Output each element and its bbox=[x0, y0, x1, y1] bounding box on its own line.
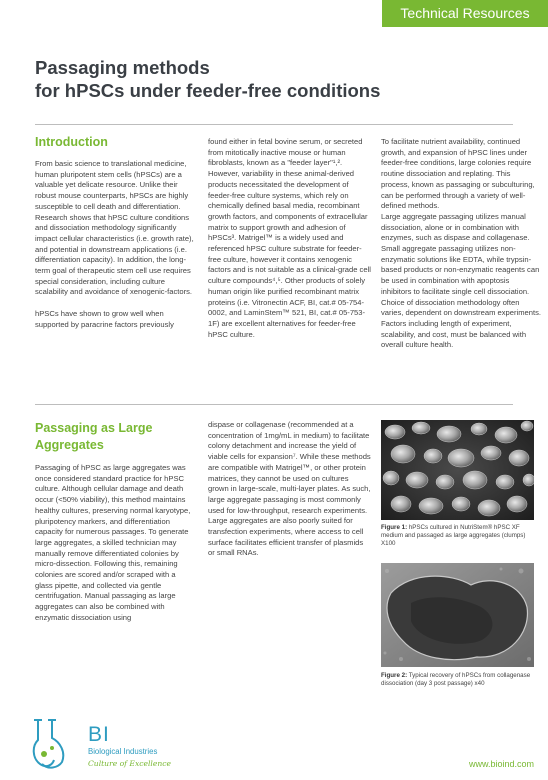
figure-1-image bbox=[381, 420, 534, 520]
page-title bbox=[35, 56, 380, 102]
figure-2-image bbox=[381, 563, 534, 667]
intro-heading: Introduction bbox=[35, 135, 108, 149]
large-aggregates-heading-line-2: Aggregates bbox=[35, 438, 104, 452]
figure-1-label: Figure 1: bbox=[381, 524, 408, 531]
intro-column-3 bbox=[381, 137, 541, 351]
large-aggregates-heading-line-1: Passaging as Large bbox=[35, 421, 153, 435]
intro-paragraph: hPSCs have shown to grow well when supported by paracrine factors previously bbox=[35, 308, 174, 329]
logo-company-name: Biological Industries bbox=[88, 747, 158, 756]
section-tag: Technical Resources bbox=[382, 0, 548, 27]
intro-paragraph: Large aggregate passaging utilizes manual dissociation, alone or in combination with enzymes, such as dispase and collagenase. Small aggregate passaging utilizes non-enzymatic solutions like EDTA, while trypsin-based products or non-enzymatic reagents can be used in combination with apoptosis inhibitors to facilitate single cell dissociation. Choice of dissociation methodology often varies, dependent on downstream experiments. Factors including length of experiment, scalability, and cost, must be balanced with overall culture health. bbox=[381, 211, 541, 350]
intro-column-2 bbox=[208, 137, 371, 340]
large-aggregates-heading bbox=[35, 420, 195, 454]
large-aggregates-paragraph: Passaging of hPSC as large aggregates was once considered standard practice for hPSC culture. Although cellular damage and death occur (<50% viability), this method maintains healthy cultures, preserving normal karyotype, pluripotency markers, and differentiation capacity for numerous passages. To generate large aggregates, a skilled technician may manually remove differentiated colonies by micro-dissection. Following this, remaining colonies are scored and/or scraped with a glass pipette, and collected via gentle centrifugation. Manual passaging as large aggregates can also be combined with enzymatic dissociation using bbox=[35, 463, 191, 622]
website-link[interactable]: www.bioind.com bbox=[468, 759, 534, 769]
figure-1-caption bbox=[381, 524, 536, 549]
intro-column-1 bbox=[35, 159, 195, 330]
large-aggregates-column-2 bbox=[208, 420, 371, 559]
large-aggregates-column-1 bbox=[35, 463, 195, 624]
figure-1-caption-text: hPSCs cultured in NutriStem® hPSC XF medium and passaged as large aggregates (clumps) X100 bbox=[381, 524, 526, 548]
figure-2-label: Figure 2: bbox=[381, 672, 408, 679]
intro-paragraph: found either in fetal bovine serum, or secreted from mitotically inactive mouse or human fibroblasts, known as a "feeder layer"¹,². However, variability in these animal-derived products necessitated the development of feeder-free culture systems, which rely on chemically defined basal media, recombinant growth factors, and components of extracellular matrix to support growth and adhesion of hPSCs³. Matrigel™ is a widely used and referenced hPSC culture substrate for feeder-free culture, however it contains xenogenic factors and is not suitable as a clinical-grade cell culture compounds⁴,⁵. Other products of solely human origin like purified recombinant matrix proteins (i.e. Vitronectin ACF, BI, cat.# 05-754-0002, and LaminStem™ 521, BI, cat.# 05-753-1F) are excellent alternatives for feeder-free hPSC culture. bbox=[208, 137, 371, 339]
divider-top bbox=[35, 124, 513, 125]
figure-1-micrograph bbox=[381, 420, 534, 520]
biological-industries-logo-icon bbox=[30, 718, 74, 770]
intro-paragraph: To facilitate nutrient availability, continued growth, and expansion of hPSC lines under feeder-free conditions, large colonies require routine dissociation and replating. This process, known as passaging or subculturing, can be performed through a variety of well-defined methods. bbox=[381, 137, 535, 211]
large-aggregates-paragraph: dispase or collagenase (recommended at a concentration of 1mg/mL in medium) to facilitate colony detachment and increase the yield of viable cells for expansion⁷. While these methods are compatible with Matrigel™, or other protein matrices, they cannot be used on cultures grown in large-scale, multi-layer plates. As such, large aggregate passaging is most commonly used for low-throughput, research experiments. Large aggregates are also poorly suited for transfection experiments, where access to cell surface facilitates efficient transfer of plasmids or small RNAs. bbox=[208, 420, 371, 558]
figure-2-micrograph bbox=[381, 563, 534, 667]
logo-wordmark: BI bbox=[88, 723, 110, 746]
divider-middle bbox=[35, 404, 513, 405]
figure-2-caption-text: Typical recovery of hPSCs from collagenase dissociation (day 3 post passage) x40 bbox=[381, 672, 531, 688]
page-title-line-1: Passaging methods bbox=[35, 57, 210, 78]
figure-2-caption bbox=[381, 672, 536, 688]
page-title-line-2: for hPSCs under feeder-free conditions bbox=[35, 80, 381, 101]
logo-motto: Culture of Excellence bbox=[88, 759, 171, 768]
intro-paragraph: From basic science to translational medicine, human pluripotent stem cells (hPSCs) are a valuable yet delicate resource. Unlike their robust mouse counterparts, hPSCs are highly susceptible to cell death and differentiation. Research shows that hPSC culture conditions and dissociation methodology significantly impact cellular characteristics (i.e. growth rate), and potential in downstream applications (i.e. differentiation capacity). In addition, the long-term goal of therapeutic stem cell use requires special consideration, including culture scalability and avoidance of xenogenic-factors. bbox=[35, 159, 194, 297]
